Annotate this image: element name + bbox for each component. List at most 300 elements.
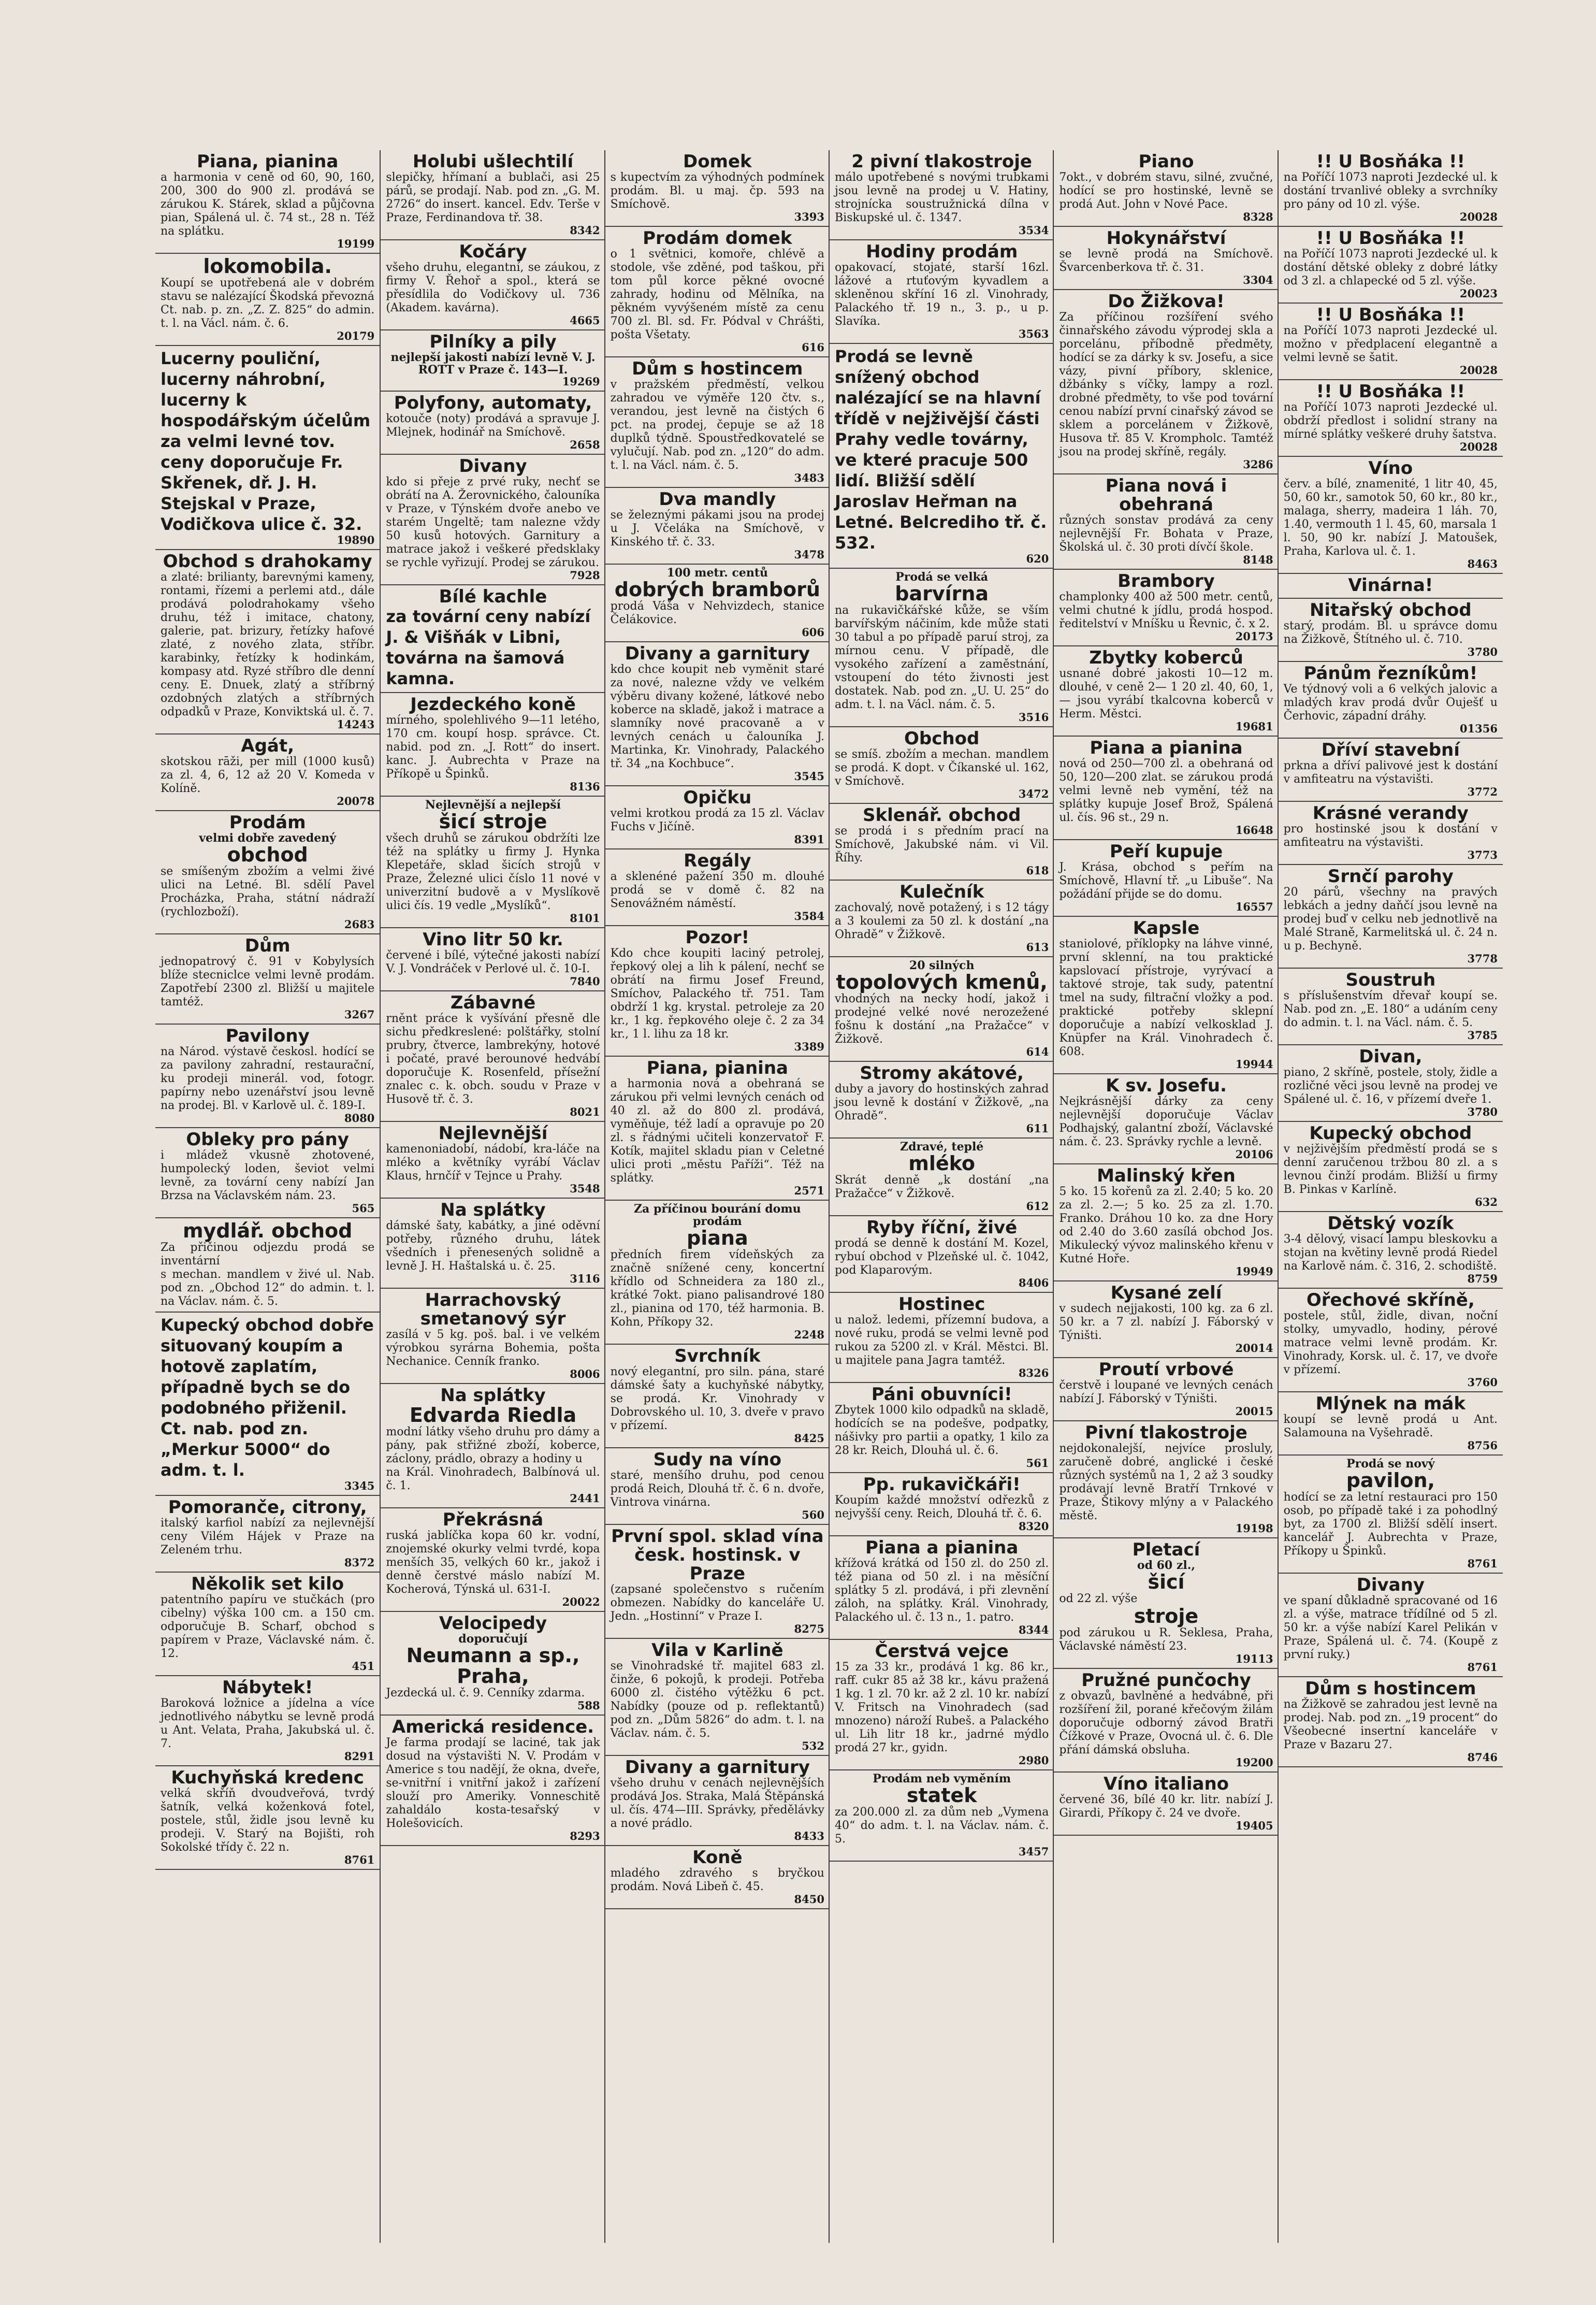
ad-text: 7okt., v dobrém stavu, silné, zvučné, hodící se pro hostinské, levně se prodá Aut. John v Nové Pace. <box>1059 171 1273 211</box>
ad-title: Prodám <box>229 812 306 833</box>
ad-title: !! U Bosňáka !! <box>1316 228 1465 249</box>
ad-title: Svrchník <box>674 1346 761 1366</box>
ad-number: 3286 <box>1243 458 1273 471</box>
ad <box>381 1122 605 1199</box>
ad-text: na Žižkově se zahradou jest levně na prodej. Nab. pod zn. „19 procent“ do Všeobecné insertní kanceláře v Praze v Bazaru 27. <box>1283 1698 1498 1751</box>
ad <box>830 1216 1054 1293</box>
ad-title: Divany <box>1356 1575 1425 1595</box>
ad-title: Pilníky a pily <box>429 332 557 352</box>
ad-number: 8746 <box>1467 1751 1498 1764</box>
ad <box>605 1756 830 1846</box>
ad-title: Divany <box>459 456 527 477</box>
ad-title: Vinárna! <box>1348 575 1433 596</box>
ad-title: Vino litr 50 kr. <box>423 929 563 950</box>
ad <box>1279 304 1503 380</box>
ad-title: Bílé kachle <box>439 586 547 607</box>
ad <box>830 150 1054 240</box>
column-1 <box>155 150 380 2243</box>
ad <box>830 881 1054 957</box>
ad-text: u nalož. ledemi, přízemní budova, a nové ruku, prodá se velmi levně pod rukou za 5200 zl. v Král. Městci. Bl. u majitele pana Jagra tamtéž. <box>835 1314 1049 1367</box>
ad-title: Jezdeckého koně <box>410 694 576 715</box>
ad-number: 20106 <box>1235 1148 1273 1161</box>
ad-number: 4665 <box>570 314 600 327</box>
ad-title: Nitařský obchod <box>1309 600 1472 621</box>
ad-title: Do Žižkova! <box>1108 291 1225 312</box>
ad <box>1279 1392 1503 1456</box>
ad-title: Regály <box>684 851 751 871</box>
ad <box>1279 574 1503 599</box>
ad-number: 3534 <box>1018 224 1049 237</box>
ad-number: 8344 <box>1018 1623 1049 1636</box>
ad <box>155 811 380 934</box>
ad <box>830 240 1054 344</box>
ad-number: 565 <box>352 1202 375 1215</box>
ad-number: 20028 <box>1459 364 1498 377</box>
ad-number: 2683 <box>344 918 375 931</box>
ad-number: 3772 <box>1467 785 1498 798</box>
ad-number: 20028 <box>1459 440 1498 453</box>
ad-number: 7928 <box>570 569 600 582</box>
ad-number: 19405 <box>1235 1819 1273 1832</box>
ad-headline: lokomobila. <box>203 255 332 278</box>
ad-subtitle: Prodá se velká <box>895 570 989 584</box>
ad-text: i mládež vkusně zhotovené, humpolecký loden, ševiot velmi levně, za tovární ceny nabízí Jan Brzsa na Václavském nám. 23. <box>161 1149 375 1202</box>
ad-number: 3778 <box>1467 952 1498 965</box>
ad-number: 3780 <box>1467 1105 1498 1118</box>
ad-number: 606 <box>802 626 824 639</box>
ad-text: v nejživějším předměstí prodá se s denní zaručenou tržbou 80 zl. a s levnou činží prodám. Bližší u firmy B. Pinkas v Karlíně. <box>1283 1143 1498 1196</box>
ad <box>381 797 605 928</box>
ad-number: 20023 <box>1459 287 1498 300</box>
ad-number: 561 <box>1026 1457 1049 1470</box>
ad <box>605 786 830 849</box>
ad-number: 20014 <box>1235 1342 1273 1355</box>
ad-number: 8080 <box>344 1112 375 1125</box>
ad-number: 8326 <box>1018 1366 1049 1379</box>
ad-number: 16557 <box>1235 900 1273 913</box>
ad-bold-text: Prodá se levně snížený obchod nalézající se na hlavní třídě v nejživější části Prahy vedle továrny, ve které pracuje 500 lidí. Bližší sdělí Jaroslav Heřman na Letné. Belcrediho tř. č. 532. <box>835 347 1047 553</box>
ad-headline: dobrých bramborů <box>614 578 820 601</box>
ad-number: 20078 <box>337 795 375 808</box>
ad <box>155 550 380 734</box>
ad-headline: piana <box>687 1227 748 1249</box>
ad <box>381 585 605 693</box>
ad-title: Na splátky <box>440 1200 546 1220</box>
ad <box>1279 599 1503 662</box>
ad-text: prkna a dříví palivové jest k dostání v amfiteatru na výstavišti. <box>1283 759 1498 786</box>
ad <box>1054 290 1278 474</box>
ad-text: na Poříčí 1073 naproti Jezdecké ul. možno v předplacení elegantně a velmi levně se šatit. <box>1283 324 1498 364</box>
ad-text: Koupím každé množství odřezků z nejvyšší ceny. Reich, Dlouhá tř. č. 6. <box>835 1494 1049 1520</box>
ad-text: pro hostinské jsou k dostání v amfiteatru na výstavišti. <box>1283 823 1498 849</box>
ad-title: Krásné verandy <box>1312 803 1469 824</box>
ad-text: Za přičinou odjezdu prodá se inventární <box>161 1241 375 1267</box>
ad-text: všeho druhu v cenách nejlevnějších prodává Jos. Straka, Malá Štěpánská ul. čís. 474—III. Správky, předělávky a nové prádlo. <box>610 1777 824 1830</box>
ad <box>155 1766 380 1870</box>
ad <box>830 1536 1054 1640</box>
ad <box>830 344 1054 569</box>
ad <box>830 957 1054 1062</box>
ad-number: 612 <box>1026 1200 1049 1213</box>
ad <box>155 1025 380 1128</box>
ad-subtitle: 20 silných <box>909 959 975 972</box>
ad-number: 8391 <box>794 833 824 846</box>
ad <box>155 150 380 254</box>
ad-text: v pražském předměstí, velkou zahradou ve výměře 120 čtv. s., verandou, jest levně na čistých 6 pct. na prodej, čepuje se až 18 duplků týdně. Spoustředkovatelé se vylučují. Nab. pod zn. „120“ do adm. t. l. na Václ. nám. č. 5. <box>610 378 824 472</box>
ad-title: Holubi ušlechtilí <box>412 151 574 172</box>
ad-title: 2 pivní tlakostroje <box>851 151 1032 172</box>
ad-title: Piano <box>1138 151 1194 172</box>
ad <box>605 1525 830 1639</box>
ad-title: Pletací <box>1132 1539 1200 1560</box>
ad-number: 2248 <box>794 1328 824 1341</box>
ad-text: a harmonia nová a obehraná se zárukou při velmi levných cenách od 40 zl. až do 800 zl. prodává, vyměňuje, též ladí a opravuje po 20 zl. s řádnými učiteli konzervatoř F. Kotík, majitel skladu pian v Celetné ulici proti „městu Paříži“. Též na splátky. <box>610 1077 824 1185</box>
ad <box>381 330 605 392</box>
ad <box>381 1716 605 1846</box>
ad-text: z obvazů, bavlněné a hedvábné, při rozšíření žil, porané křečovým žilám doporučuje odborný závod Bratři Čížkové v Praze, Ovocná ul. č. 6. Dle přání dámská obsluha. <box>1059 1690 1273 1756</box>
ad-number: 19949 <box>1235 1265 1273 1278</box>
ad-text: 5 ko. 15 kořenů za zl. 2.40; 5 ko. 20 za zl. 2.—; 5 ko. 25 za zl. 1.70. Franko. Dráhou 10 ko. za dne Hory od 2.40 do 3.60 zasílá obchod Jos. Mikulecký vývoz malinského křenu v Kutné Hoře. <box>1059 1185 1273 1265</box>
ad-title: Piana a pianina <box>1090 738 1243 758</box>
ad-number: 19890 <box>337 534 375 546</box>
ad-number: 2441 <box>570 1492 600 1505</box>
ad-title: Divan, <box>1359 1046 1423 1067</box>
ad-text: se smíš. zbožím a mechan. mandlem se prodá. K dopt. v Číkanské ul. 162, v Smíchově. <box>835 748 1049 788</box>
ad-text: modní látky všeho druhu pro dámy a pány, pak střižné zboží, koberce, záclony, prádlo, obrazy a hodiny u <box>386 1425 600 1465</box>
ad-title: Nábytek! <box>222 1677 313 1698</box>
ad-title: Kupecký obchod <box>1309 1123 1472 1144</box>
ad-title: Dva mandly <box>659 489 776 510</box>
ad <box>1279 457 1503 574</box>
ad-text: Ct. nab. p. zn. „Z. Z. 825“ do admin. t. l. na Václ. nám. č. 6. <box>161 304 375 330</box>
ad-number: 20028 <box>1459 210 1498 223</box>
ad-title: Peří kupuje <box>1109 841 1223 862</box>
ad-number: 8756 <box>1467 1439 1498 1452</box>
ad-text: prodá se denně k dostání M. Kozel, rybuí obchod v Plzeňské ul. č. 1042, pod Klaparovým. <box>835 1237 1049 1277</box>
ad-text: postele, stůl, židle, divan, noční stolky, umyvadlo, hodiny, pérové matrace velmi levně prodám. Kr. Vinohrady, Korsk. ul. č. 17, ve dvoře v přízemí. <box>1283 1309 1498 1376</box>
ad-number: 8328 <box>1243 210 1273 223</box>
ad-text: 20 párů, všechny na pravých lebkách a jedny daňčí jsou levně na prodej buď v celku neb jednotlivě na Malé Straně, Karmelitská ul. č. 24 n. u p. Bechyně. <box>1283 886 1498 953</box>
ad <box>605 150 830 227</box>
ad-title: Několik set kilo <box>191 1574 344 1594</box>
ad-text: skotskou rāži, per mill (1000 kusů) za zl. 4, 6, 12 až 20 V. Komeda v Kolíně. <box>161 755 375 795</box>
ad-text: ve spaní důkladně spracované od 16 zl. a výše, matrace třídílné od 5 zl. 50 kr. a výše nabízí Karel Pelikán v Praze, Spálená ul. č. 74. (Koupě z první ruky.) <box>1283 1594 1498 1661</box>
ad-number: 19269 <box>562 375 600 388</box>
ad-number: 3304 <box>1243 273 1273 286</box>
ad-title: Hokynářství <box>1106 228 1226 249</box>
ad-text: ruská jablíčka kopa 60 kr. vodní, znojemské okurky velmi tvrdé, kopa menších 35, velkých 60 kr., jakož i denně čerstvé máslo nabízí M. Kocherová, Týnská ul. 631-I. <box>386 1529 600 1596</box>
ad-title: Hostinec <box>898 1294 985 1315</box>
ad-title: Víno <box>1368 458 1413 479</box>
ad-title: Soustruh <box>1345 970 1436 990</box>
ad <box>605 565 830 642</box>
ad-title: Koně <box>692 1847 743 1868</box>
ad-text: hodící se za letní restauraci pro 150 osob, po případě také i za pohodlný byt, za 1700 zl. Bližší sdělí insert. kancelář J. Aubrechta v Praze, Příkopy u Špinků. <box>1283 1491 1498 1558</box>
ad-number: 3584 <box>794 910 824 923</box>
ad <box>1054 1773 1278 1836</box>
ad-text: (zapsané společenstvo s ručením obmezen. Nabídky do kanceláře U. Jedn. „Hostinní“ v Praze I. <box>610 1583 824 1623</box>
ad-text: za 200.000 zl. za dům neb „Vymena 40“ do adm. t. l. na Václav. nám. č. 5. <box>835 1806 1049 1846</box>
ad-title: Divany a garnitury <box>625 643 810 664</box>
ad-title: Domek <box>683 151 752 172</box>
ad <box>381 1612 605 1716</box>
ad <box>1279 662 1503 739</box>
ad-text: se prodá i s předním prací na Smíchově, Jakubské nám. vi Vil. Říhy. <box>835 825 1049 865</box>
ad <box>381 1289 605 1384</box>
ad-bold-text: za tovární ceny nabízí J. & Višňák v Libni, továrna na šamová kamna. <box>386 607 591 688</box>
ad <box>155 254 380 346</box>
ad-text: nejdokonalejší, nejvíce prosluly, zaručeně dobré, anglické i české různých systémů na 1, 2 až 3 soudky prodávají levně Bratří Trnkové v Praze, Štikovy mlýny a v Palackého městě. <box>1059 1442 1273 1522</box>
ad <box>1054 1358 1278 1421</box>
ad-number: 8463 <box>1467 557 1498 570</box>
ad-text: nová od 250—700 zl. a obehraná od 50, 120—200 zlat. se zárukou prodá velmi levně neb vymění, též na splátky kupuje Josef Brož, Spálená ul. čís. 96 st., 29 n. <box>1059 757 1273 824</box>
ad-text: mladého zdravého s bryčkou prodám. Nová Libeň č. 45. <box>610 1867 824 1893</box>
ad-text: předních firem vídeňských za značně snížené ceny, koncertní křídlo od Schneidera za 180 zl., krátké 7okt. piano palisandrové 180 zl., pianina od 170, též harmonia. B. Kohn, Příkopy 32. <box>610 1248 824 1329</box>
ad <box>830 804 1054 881</box>
ad-title: První spol. sklad vína česk. hostinsk. v Praze <box>611 1526 824 1584</box>
ad-number: 8101 <box>570 912 600 925</box>
ad-subtitle: Prodá se nový <box>1346 1457 1435 1471</box>
ad-number: 616 <box>802 341 824 354</box>
ad-title: Divany a garnitury <box>625 1757 810 1778</box>
ad <box>1279 802 1503 865</box>
ad-headline: Edvarda Riedla <box>409 1404 577 1427</box>
ad-number: 3393 <box>794 210 824 223</box>
ad-number: 3389 <box>794 1040 824 1053</box>
ad-text: Nejkrásnější dárky za ceny nejlevnější doporučuje Václav Podhajský, galantní zboží, Václavské nám. č. 23. Správky rychle a levně. <box>1059 1095 1273 1148</box>
ad <box>1279 739 1503 802</box>
ad-number: 8761 <box>1467 1661 1498 1674</box>
ad-number: 8006 <box>570 1367 600 1380</box>
ad-text: kamenoniadobí, nádobí, kra-láče na mléko a květníky vyrábí Václav Klaus, hrnčíř v Tejnce u Prahy. <box>386 1143 600 1183</box>
ad <box>1279 1574 1503 1677</box>
ad-text: Baroková ložnice a jídelna a více jednotlivého nábytku se levně prodá u Ant. Velata, Praha, Jakubská ul. č. 7. <box>161 1697 375 1750</box>
ad-number: 01356 <box>1459 722 1498 735</box>
ad-title: Piana, pianina <box>196 151 339 172</box>
ad <box>381 392 605 455</box>
ad <box>605 1201 830 1345</box>
ad-number: 532 <box>802 1739 824 1752</box>
ad-number: 19681 <box>1235 720 1273 733</box>
ad <box>155 1496 380 1573</box>
ad-number: 3785 <box>1467 1029 1498 1042</box>
ad-number: 2571 <box>794 1184 824 1197</box>
ad <box>830 1640 1054 1770</box>
ad-number: 8275 <box>794 1622 824 1635</box>
ad <box>155 1313 380 1496</box>
ad-number: 8320 <box>1018 1520 1049 1533</box>
ad-text: Za příčinou rozšíření svého činnařského závodu výprodej skla a porcelánu, příbodně předměty, hodící se za dárky k sv. Josefu, a sice vázy, pivní příbory, sklenice, džbánky s víčky, lampy a rozl. drobné předměty, to vše pod tovární cenou nabízí první cinařský závod se sklem a porcelánem v Žižkově, Husova tř. 85 V. Krompholc. Tamtéž jsou na prodej skříně, regály. <box>1059 311 1273 458</box>
ad-number: 8761 <box>1467 1557 1498 1570</box>
ad-text: nový elegantní, pro siln. pána, staré dámské šaty a kuchyňské nábytky, se prodá. Kr. Vinohrady v Dobrovského ul. 10, 3. dveře v pravo v přízemí. <box>610 1365 824 1432</box>
ad <box>1054 737 1278 840</box>
ad-title: Proutí vrbové <box>1098 1359 1234 1380</box>
ad <box>605 357 830 488</box>
ad-subtitle: Nejlevnější a nejlepší <box>425 798 561 812</box>
ad <box>830 1293 1054 1383</box>
ad <box>1279 1212 1503 1289</box>
ad-headline: statek <box>906 1784 977 1807</box>
ad-number: 19200 <box>1235 1756 1273 1769</box>
ad-text: 3-4 dělový, visací lampu bleskovku a stojan na květiny levně prodá Riedel na Karlově nám. č. 316, 2. schodiště. <box>1283 1233 1498 1273</box>
ad-number: 8148 <box>1243 553 1273 566</box>
ad-text: červené 36, bílé 40 kr. litr. nabízí J. Girardi, Příkopy č. 24 ve dvoře. <box>1059 1793 1273 1820</box>
ad-title: Dům s hostincem <box>1305 1678 1476 1699</box>
ad-number: 20173 <box>1235 630 1273 643</box>
ad-title: Na splátky <box>440 1385 546 1406</box>
ad-title: Velocipedy <box>439 1613 547 1634</box>
ad <box>1054 1074 1278 1164</box>
ad-title: Polyfony, automaty, <box>394 393 592 413</box>
ad <box>155 1676 380 1766</box>
ad-number: 3267 <box>344 1008 375 1021</box>
ad-number: 8425 <box>794 1432 824 1445</box>
ad <box>1279 1677 1503 1767</box>
ad-title: Srnčí parohy <box>1327 866 1454 887</box>
ad-text: v sudech nejjakosti, 100 kg. za 6 zl. 50 kr. a 7 zl. nabízí J. Fáborský v Týništi. <box>1059 1302 1273 1342</box>
ad <box>605 227 830 357</box>
ad-subtitle: velmi dobře zavedený <box>199 831 337 845</box>
ad-number: 8136 <box>570 780 600 793</box>
ad-number: 3457 <box>1018 1845 1049 1858</box>
ad <box>605 1345 830 1448</box>
ad-title: Pánům řezníkům! <box>1303 663 1478 684</box>
ad <box>1054 840 1278 917</box>
ad-text: na Poříčí 1073 naproti Jezdecké ul. k dostání trvanlivé obleky a svrchníky pro pány od 10 zl. výše. <box>1283 171 1498 211</box>
ad-title: Piana nová i obehraná <box>1105 476 1227 515</box>
ad-headline: pavilon, <box>1346 1469 1435 1492</box>
ad <box>155 1128 380 1218</box>
ad <box>1279 227 1503 304</box>
ad-number: 3478 <box>794 548 824 561</box>
ad-subtitle: Prodám neb vyměním <box>873 1772 1011 1785</box>
ad-text: se smíšeným zbožím a velmi živé ulici na Letné. Bl. sdělí Pavel Procházka, Praha, státní nádraží (rychlozboží). <box>161 865 375 918</box>
ad-text: všeho druhu, elegantní, se záukou, z firmy V. Řehoř a spol., která se přesídlila do Vodičkovy ul. 736 (Akadem. kavárna). <box>386 261 600 314</box>
ad-number: 8759 <box>1467 1272 1498 1285</box>
ad <box>381 991 605 1122</box>
ad <box>605 1057 830 1201</box>
ad-title: Agát, <box>241 736 295 756</box>
column-5 <box>1053 150 1278 2243</box>
ad-title: Piana a pianina <box>865 1537 1019 1558</box>
ad <box>1054 1281 1278 1358</box>
ad-title: Ryby říční, živé <box>866 1217 1018 1238</box>
ad-text: zachovalý, nově potažený, i s 12 tágy a 3 koulemi za 50 zl. k dostání „na Ohradě“ v Žižkově. <box>835 901 1049 941</box>
ad <box>1279 1289 1503 1392</box>
ad-text: se levně prodá na Smíchově. Švarcenberkova tř. č. 31. <box>1059 248 1273 274</box>
ad-text: na Poříčí 1073 naproti Jezdecké ul. k dostání dětské obleky z dobré látky od 3 zl. a chlapecké od 5 zl. výše. <box>1283 248 1498 287</box>
ad-headline: obchod <box>227 843 308 866</box>
ad-text: a zlaté: brilianty, barevnými kameny, rontami, řízemi a perlemi atd., dále prodává polodrahokamy všeho druhu, též i imitace, chatony, galerie, pat. brizury, řetízky hafové zlaté, z nového zlata, stříbr. karabinky, řetízky k hodinkám, kompasy atd. Ryzé stříbro dle denní ceny. E. Dnuek, zlatý a stříbrný ozdobných zlatých a stříbrných odpadků v Praze, Konviktská ul. č. 7. <box>161 571 375 718</box>
ad-title: Sklenář. obchod <box>862 805 1021 826</box>
ad-text: usnané dobré jakosti 10—12 m. dlouhé, v ceně 2— 1 20 zl. 40, 60, 1,— jsou vyrábí tkalcovna koberců v Herm. Městci. <box>1059 667 1273 721</box>
ad-text: champlonky 400 až 500 metr. centů, velmi chutné k jídlu, prodá hospod. ředitelství v Mníšku u Řevnic, č. x 2. <box>1059 590 1273 630</box>
ad-subtitle: 100 metr. centů <box>666 566 768 580</box>
ad-number: 618 <box>1026 864 1049 877</box>
ad-text: čerstvě i loupané ve levných cenách nabízí J. Fáborský v Týništi. <box>1059 1379 1273 1405</box>
ad <box>1054 1538 1278 1669</box>
ad-number: 8342 <box>570 224 600 237</box>
ad <box>605 849 830 926</box>
ad-title: Pružné punčochy <box>1081 1670 1251 1691</box>
ad <box>381 1508 605 1612</box>
ad-text: na Král. Vinohradech, Balbínová ul. č. 1. <box>386 1466 600 1492</box>
ad-title: Dětský vozík <box>1327 1213 1454 1234</box>
ad-number: 14243 <box>337 718 375 731</box>
ad-text: na Národ. výstavě českosl. hodící se za pavilony zahradní, restaurační, ku prodeji minerál. vod, fotogr. papírny nebo uzenářství jsou levně na prodej. Bl. v Karlově ul. č. 189-I. <box>161 1045 375 1112</box>
ad-text: na rukavičkářské kůže, se vším barvířským náčiním, kde může stati 30 tabul a po případě paruí stroj, za mírnou cenu. V případě, dle vysokého zařízení a zaměstnání, vstoupení do této živnosti jest dostatek. Nab. pod zn. „U. U. 25“ do adm. t. l. na Václ. nám. č. 5. <box>835 604 1049 711</box>
ad-text: 15 za 33 kr., prodává 1 kg. 86 kr., raff. cukr 85 až 38 kr., kávu pražená 1 kg. 1 zl. 70 kr. až 2 zl. 10 kr. nabízí V. Fritsch na Vinohradech (sad mnozeno) nároží Rubeš. a Palackého ul. Lih litr 18 kr., jadrné mýdlo prodá 27 kr., gyidn. <box>835 1661 1049 1754</box>
page-header <box>155 119 1502 148</box>
ad-text: červené i bílé, výtečné jakosti nabízí V. J. Vondráček v Perlové ul. č. 10-I. <box>386 949 600 975</box>
ad <box>155 1218 380 1313</box>
ad-text: vhodných na necky hodí, jakož i prodejné velké nové nerozežené fošnu k dostání „na Pražačce“ v Žižkově. <box>835 992 1049 1046</box>
ad-number: 3760 <box>1467 1376 1498 1389</box>
ad-title: Pozor! <box>685 927 750 948</box>
ad-text: Ve týdnový voli a 6 velkých jalovic a mladých krav prodá dvůr Ouješť u Čerhovic, západní dráhy. <box>1283 683 1498 723</box>
ad <box>605 1448 830 1525</box>
ad <box>1054 474 1278 570</box>
ad-number: 20179 <box>337 329 375 342</box>
ad-title: Dům s hostincem <box>632 358 803 379</box>
ad <box>830 569 1054 727</box>
ad-text: zasílá v 5 kg. poš. bal. i ve velkém výrobkou syrárna Bohemia, pošta Nechanice. Cenník franko. <box>386 1328 600 1368</box>
ad-title: Prodám domek <box>643 228 792 249</box>
ad-title: Pivní tlakostroje <box>1085 1422 1247 1443</box>
ad <box>381 240 605 330</box>
ad-text: kdo chce koupit neb vyměnit staré za nové, nalezne vždy ve velkém výběru divany kožené, látkové nebo koberce na skladě, jakož i matrace a slamníky nové pracovaně a v levných cenách u čalouníka J. Martinka, Kr. Vinohrady, Palackého tř. 34 „na Kochbuce“. <box>610 663 824 770</box>
ad-number: 19199 <box>337 237 375 250</box>
ad-title: Páni obuvníci! <box>871 1384 1012 1405</box>
ad-text: duby a javory do hostinských zahrad jsou levně k dostání v Žižkově, „na Ohradě“. <box>835 1083 1049 1122</box>
ad-text: se železnými pákami jsou na prodej u J. Včeláka na Smíchově, v Kinského tř. č. 33. <box>610 509 824 549</box>
ad-text: o 1 světnici, komoře, chlévě a stodole, vše zděné, pod taškou, při tom půl korce pěkné ovocné zahrady, hodinu od Mělníka, na pěkném vyvýšeném místě za cenu 700 zl. Bl. sd. Fr. Pódval v Chrášti, pošta Všetaty. <box>610 248 824 341</box>
ad <box>381 693 605 797</box>
ad <box>381 455 605 585</box>
ad-title: Opičku <box>683 787 752 808</box>
ad-text: s kupectvím za výhodných podmínek prodám. Bl. u maj. čp. 593 na Smíchově. <box>610 171 824 211</box>
ad-headline: topolových kmenů, <box>836 971 1048 993</box>
ad-bold-text: Kupecký obchod dobře situovaný koupím a hotově zaplatím, případně bych se do podobného přiženil. Ct. nab. pod zn. „Merkur 5000“ do adm. t. l. <box>161 1315 374 1480</box>
ad-number: 8450 <box>794 1893 824 1906</box>
ad <box>155 346 380 550</box>
ad-number: 2658 <box>570 438 600 451</box>
ad-text: slepičky, hřímaní a bublači, asi 25 párů, se prodají. Nab. pod zn. „G. M. 2726“ do insert. kancel. Edv. Terše v Praze, Ferdinandova tř. 38. <box>386 171 600 224</box>
ad-title: Kočáry <box>459 241 527 262</box>
ad-title: Mlýnek na mák <box>1315 1393 1466 1414</box>
ad <box>1054 570 1278 646</box>
ad <box>1054 917 1278 1074</box>
ad <box>1279 865 1503 969</box>
ad-text: všech druhů se zárukou obdržíti lze též na splátky u firmy J. Hynka Klepetáře, sklad šicích strojů v Praze, Železné ulici číslo 11 nové v univerzitní budově a v Myslíkově ulici čís. 19 vedle „Myslíků“. <box>386 832 600 912</box>
ad-text: J. Krása, obchod s peřím na Smíchově, Hlavní tř. „u Libuše“. Na požádání přijde se do domu. <box>1059 861 1273 901</box>
column-4 <box>829 150 1054 2243</box>
ad-text: od 22 zl. výše <box>1059 1592 1138 1605</box>
ad-text: a harmonia v ceně od 60, 90, 160, 200, 300 do 900 zl. prodává se zárukou K. Stárek, sklad a půjčovna pian, Spálená ul. č. 74 st., 28 n. Též na splátku. <box>161 171 375 238</box>
ad-text: na Poříčí 1073 naproti Jezdecké ul. obdrží předlost i solidní strany na mírné splátky veškeré druhy šatstva. <box>1283 401 1498 441</box>
ad-text: Koupí se upotřebená ale v dobrém stavu se nalézající Škodská převozná <box>161 277 375 303</box>
ad-text: koupí se levně prodá u Ant. Salamouna na Vyšehradě. <box>1283 1413 1498 1439</box>
ad-number: 20022 <box>562 1595 600 1608</box>
ad <box>1279 1122 1503 1212</box>
ad-text: s mechan. mandlem v živé ul. Nab. pod zn. „Obchod 12“ do admin. t. l. na Václav. nám. č. 5. <box>161 1268 375 1308</box>
ad <box>830 727 1054 804</box>
ad <box>830 1473 1054 1536</box>
ad-text: a sklenéné pažení 350 m. dlouhé prodá se v domě č. 82 na Senovážném náměstí. <box>610 870 824 910</box>
ad-title: Kapsle <box>1133 918 1200 939</box>
classified-ads-page <box>155 150 1502 2243</box>
ad-headline: šicí stroje <box>439 810 547 833</box>
